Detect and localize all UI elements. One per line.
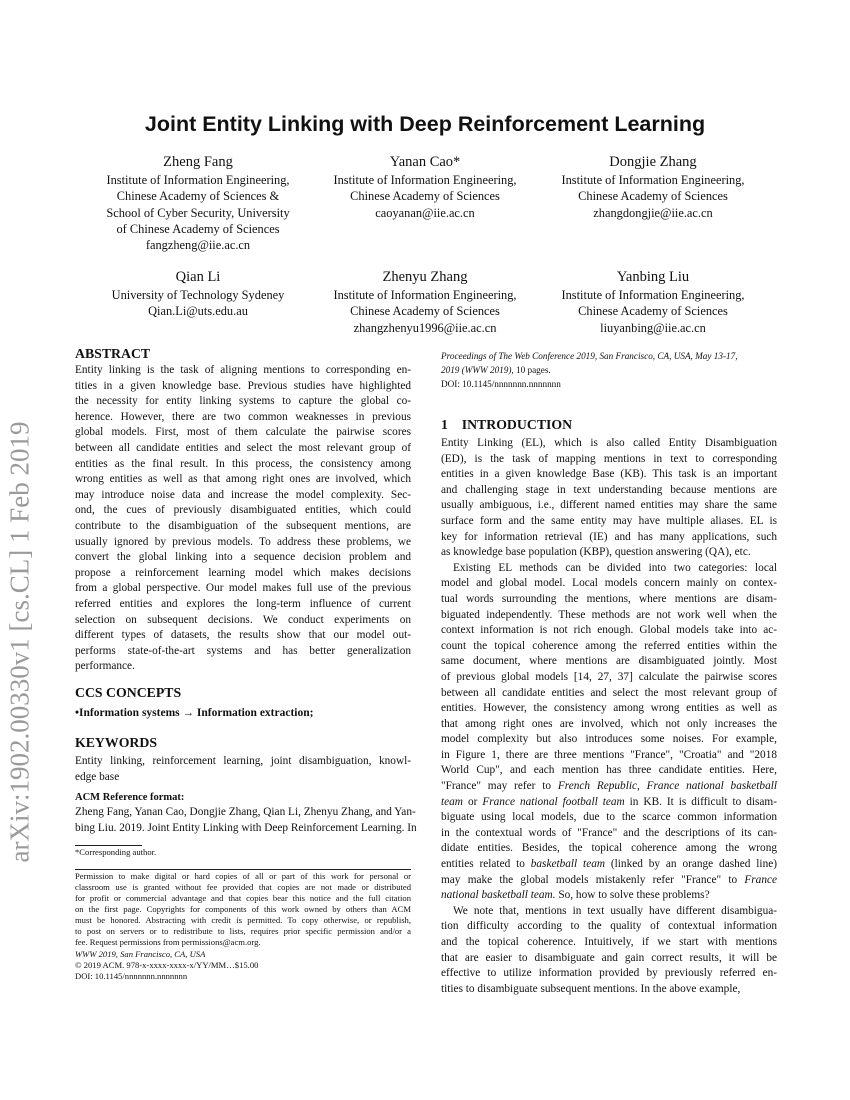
- footnote: *Corresponding author.: [75, 847, 157, 857]
- author: [83, 267, 313, 320]
- acm-ref-heading: ACM Reference format:: [75, 792, 185, 803]
- author-affiliation: Institute of Information Engineering,: [561, 173, 745, 187]
- author-name: Dongjie Zhang: [609, 154, 697, 170]
- author-affiliation: Institute of Information Engineering,: [561, 288, 745, 302]
- text-line: effective to utilize information provided by previously referred en-: [441, 967, 777, 980]
- text-line: of previous global models [14, 27, 37] calculate the pairwise scores: [441, 670, 777, 683]
- text-line: performance.: [75, 660, 135, 673]
- text-line: (ED), is the task of mapping mentions in text to corresponding: [441, 452, 777, 465]
- author-affiliation: Institute of Information Engineering,: [333, 173, 517, 187]
- text-line: tion difficulty according to the quality of contextual information: [441, 920, 777, 933]
- text-line: Entity Linking (EL), which is also called Entity Disambiguation: [441, 437, 777, 449]
- text-line: [441, 795, 777, 811]
- italic-text: team: [441, 795, 463, 808]
- text-line: between all candidate entities and select the most relevant group of: [75, 441, 411, 454]
- text-span: So, how to solve these problems?: [555, 889, 710, 902]
- text-line: propose a reinforcement learning model which makes decisions: [75, 566, 411, 579]
- text-span: "France" may refer to: [441, 780, 558, 793]
- text-line: entities. However, the consistency among wrong entities as well as: [441, 702, 777, 715]
- text-line: for profit or commercial advantage and that copies bear this notice and the full citation: [75, 893, 411, 903]
- proceedings-note: [441, 349, 777, 391]
- author-name: Zheng Fang: [163, 154, 233, 170]
- permission-block: [75, 871, 411, 982]
- author: [538, 267, 768, 336]
- footnote-rule: [75, 845, 142, 846]
- abstract-body: [75, 363, 411, 675]
- proceedings-doi: DOI: 10.1145/nnnnnnn.nnnnnnn: [441, 379, 561, 389]
- text-span: may make the global models mistakenly refer "France" to: [441, 873, 745, 886]
- text-line: herence. However, there are two common weaknesses in previous: [75, 410, 411, 423]
- italic-text: French Republic, France national basketball: [557, 780, 777, 793]
- italic-text: France national football team: [482, 795, 625, 808]
- proceedings-line: Proceedings of The Web Conference 2019, San Francisco, CA, USA, May 13-17,: [441, 351, 738, 361]
- abstract-section: [75, 345, 411, 675]
- author-affiliation: of Chinese Academy of Sciences: [116, 221, 280, 236]
- text-line: biguated independently. These methods are not work well when the: [441, 608, 777, 621]
- text-line: that are easier to disambiguate and gain correct results, it will be: [441, 951, 777, 964]
- permission-text: [75, 871, 411, 948]
- text-line: key for information retrieval (IE) and has many applications, such: [441, 530, 777, 543]
- text-line: performs state-of-the-art systems and has better generalization: [75, 644, 411, 657]
- author-email: liuyanbing@iie.ac.cn: [600, 320, 706, 335]
- author-email: fangzheng@iie.ac.cn: [145, 238, 251, 253]
- text-line: fee. Request permissions from permissions@acm.org.: [75, 937, 261, 947]
- text-line: on the first page. Copyrights for components of this work owned by others than ACM: [75, 904, 411, 914]
- author-email: Qian.Li@uts.edu.au: [148, 304, 248, 319]
- author: [83, 152, 313, 253]
- text-span: We note that, mentions in text usually have different disambigua-: [453, 904, 777, 917]
- text-line: didate entities. Besides, the topical coherence among the wrong: [441, 842, 777, 855]
- proceedings-pages: 10 pages.: [513, 365, 551, 375]
- ccs-section: [75, 684, 411, 722]
- text-line: [441, 561, 777, 577]
- text-line: bing Liu. 2019. Joint Entity Linking with Deep Reinforcement Learning. In: [75, 821, 417, 834]
- arxiv-stamp: arXiv:1902.00330v1 [cs.CL] 1 Feb 2019: [4, 421, 35, 863]
- text-line: must be honored. Abstracting with credit is permitted. To copy otherwise, or republish,: [75, 915, 411, 925]
- text-line: the necessity for entity linking systems to capture the global co-: [75, 395, 411, 408]
- text-line: between all candidate entities and select the most relevant group of: [441, 686, 777, 699]
- copyright: © 2019 ACM. 978-x-xxxx-xxxx-x/YY/MM…$15.00: [75, 960, 259, 970]
- text-line: entities as the final result. In this process, the consistency among: [75, 457, 411, 470]
- author-name: Zhenyu Zhang: [382, 269, 468, 285]
- text-line: contribute to the disambiguation of the subsequent mentions, are: [75, 519, 411, 532]
- text-line: tities to disambiguate subsequent mentions. In the above example,: [441, 982, 741, 995]
- author-email: zhangdongjie@iie.ac.cn: [593, 205, 713, 220]
- text-line: [441, 545, 777, 561]
- author-affiliation: Institute of Information Engineering,: [106, 173, 290, 187]
- author: [310, 152, 540, 221]
- text-line: usually ignored by previous models. To address these problems, we: [75, 535, 411, 548]
- author-affiliation: Chinese Academy of Sciences: [578, 304, 728, 319]
- text-span: in KB. It is difficult to disam-: [624, 795, 777, 808]
- acm-ref-body: [75, 805, 417, 836]
- text-line: entities in a given knowledge Base (KB). This task is an important: [441, 468, 777, 481]
- text-line: World Cup", and each mention has three candidate entities. Here,: [441, 764, 777, 777]
- text-span: as knowledge base population (KBP), question answering (QA), etc.: [441, 546, 751, 559]
- text-line: model and global model. Local models concern mainly on contex-: [441, 577, 777, 590]
- author: [310, 267, 540, 336]
- abstract-heading: ABSTRACT: [75, 346, 151, 361]
- author: [538, 152, 768, 221]
- text-line: count the topical coherence among the referred entities within the: [441, 639, 777, 652]
- proceedings-venue: 2019 (WWW 2019),: [441, 365, 514, 375]
- keywords-section: [75, 734, 411, 785]
- text-line: edge base: [75, 770, 120, 783]
- text-line: and challenging stage in text understanding because mentions are: [441, 483, 777, 496]
- ccs-heading: CCS CONCEPTS: [75, 685, 182, 700]
- permission-rule: [75, 869, 411, 870]
- author-affiliation: Chinese Academy of Sciences: [350, 189, 500, 204]
- italic-text: basketball team: [530, 858, 606, 871]
- text-span: or: [462, 795, 483, 808]
- text-line: Zheng Fang, Yanan Cao, Dongjie Zhang, Qian Li, Zhenyu Zhang, and Yan-: [75, 806, 416, 818]
- author-affiliation: Chinese Academy of Sciences &: [116, 189, 280, 204]
- text-line: tities in a given knowledge base. Previous studies have highlighted: [75, 379, 411, 392]
- text-line: different types of datasets, the results show that our model out-: [75, 629, 411, 642]
- text-line: [441, 857, 777, 873]
- introduction-body: [441, 436, 777, 997]
- text-line: and the topical coherence. Intuitively, if we start with mentions: [441, 936, 777, 948]
- italic-text: national basketball team.: [441, 889, 556, 902]
- text-line: Permission to make digital or hard copies of all or part of this work for personal or: [75, 871, 411, 881]
- author-name: Qian Li: [175, 269, 221, 285]
- text-line: surface form and the same entity may have multiple aliases. EL is: [441, 514, 777, 527]
- author-name: Yanan Cao*: [389, 154, 461, 170]
- text-span: entities related to: [441, 858, 531, 871]
- text-line: ond, the cues of previously disambiguated entities, which could: [75, 504, 411, 517]
- italic-text: France: [744, 873, 777, 886]
- text-line: convert the global linking into a sequence decision problem and: [75, 551, 411, 564]
- venue: WWW 2019, San Francisco, CA, USA: [75, 949, 206, 959]
- keywords-heading: KEYWORDS: [75, 735, 158, 750]
- doi: DOI: 10.1145/nnnnnnn.nnnnnnn: [75, 971, 188, 981]
- author-affiliation: Chinese Academy of Sciences: [350, 304, 500, 319]
- paper-title: Joint Entity Linking with Deep Reinforcement Learning: [144, 112, 706, 136]
- author-affiliation: School of Cyber Security, University: [106, 205, 290, 220]
- author-affiliation: Institute of Information Engineering,: [333, 288, 517, 302]
- text-line: may introduce noise data and increase the model complexity. Sec-: [75, 488, 411, 501]
- author-affiliation: University of Technology Sydeney: [111, 288, 285, 302]
- text-line: same document, where mentions are disambiguated jointly. Most: [441, 655, 777, 668]
- text-line: usually ambiguous, i.e., different named entities may share the same: [441, 499, 777, 512]
- text-line: tual words surrounding the mentions, where mentions are disam-: [441, 592, 777, 605]
- text-line: [441, 779, 777, 795]
- text-line: Entity linking is the task of aligning mentions to corresponding en-: [75, 364, 411, 376]
- text-line: in the contextual words of "France" and the descriptions of its can-: [441, 826, 777, 839]
- text-line: selection on subsequent decisions. We conduct experiments on: [75, 613, 411, 626]
- author-affiliation: Chinese Academy of Sciences: [578, 189, 728, 204]
- text-line: context information is not rich enough. Global models take into ac-: [441, 624, 777, 637]
- author-name: Yanbing Liu: [616, 269, 690, 285]
- text-line: classroom use is granted without fee provided that copies are not made or distributed: [75, 882, 411, 892]
- text-line: referred entities and explores the long-term influence of current: [75, 597, 411, 610]
- acm-reference: [75, 791, 417, 836]
- text-span: (linked by an orange dashed line): [605, 858, 777, 871]
- introduction-heading: 1 INTRODUCTION: [441, 417, 573, 432]
- author-email: zhangzhenyu1996@iie.ac.cn: [353, 320, 497, 335]
- text-line: wrong entities as well as that among right ones are involved, which: [75, 473, 411, 486]
- text-line: global models. First, most of them calculate the pairwise scores: [75, 426, 411, 439]
- ccs-concepts: •Information systems → Information extraction;: [75, 707, 314, 719]
- text-line: biguate using local models, due to the scarce common information: [441, 811, 777, 824]
- text-line: Entity linking, reinforcement learning, joint disambiguation, knowl-: [75, 755, 411, 767]
- introduction-section: [441, 416, 777, 997]
- author-email: caoyanan@iie.ac.cn: [375, 205, 475, 220]
- text-line: to post on servers or to redistribute to lists, requires prior specific permission and/or a: [75, 926, 411, 936]
- text-line: that among right ones are involved, which not only increases the: [441, 717, 777, 730]
- text-line: model complexity but also introduces some noises. For example,: [441, 733, 777, 746]
- text-line: [441, 888, 777, 904]
- keywords-body: [75, 754, 411, 785]
- text-line: from a global perspective. Our model makes full use of the previous: [75, 582, 411, 595]
- text-line: [441, 873, 777, 889]
- text-line: in Figure 1, there are three mentions "France", "Croatia" and "2018: [441, 748, 777, 761]
- text-line: [441, 904, 777, 920]
- text-span: Existing EL methods can be divided into two categories: local: [453, 561, 777, 574]
